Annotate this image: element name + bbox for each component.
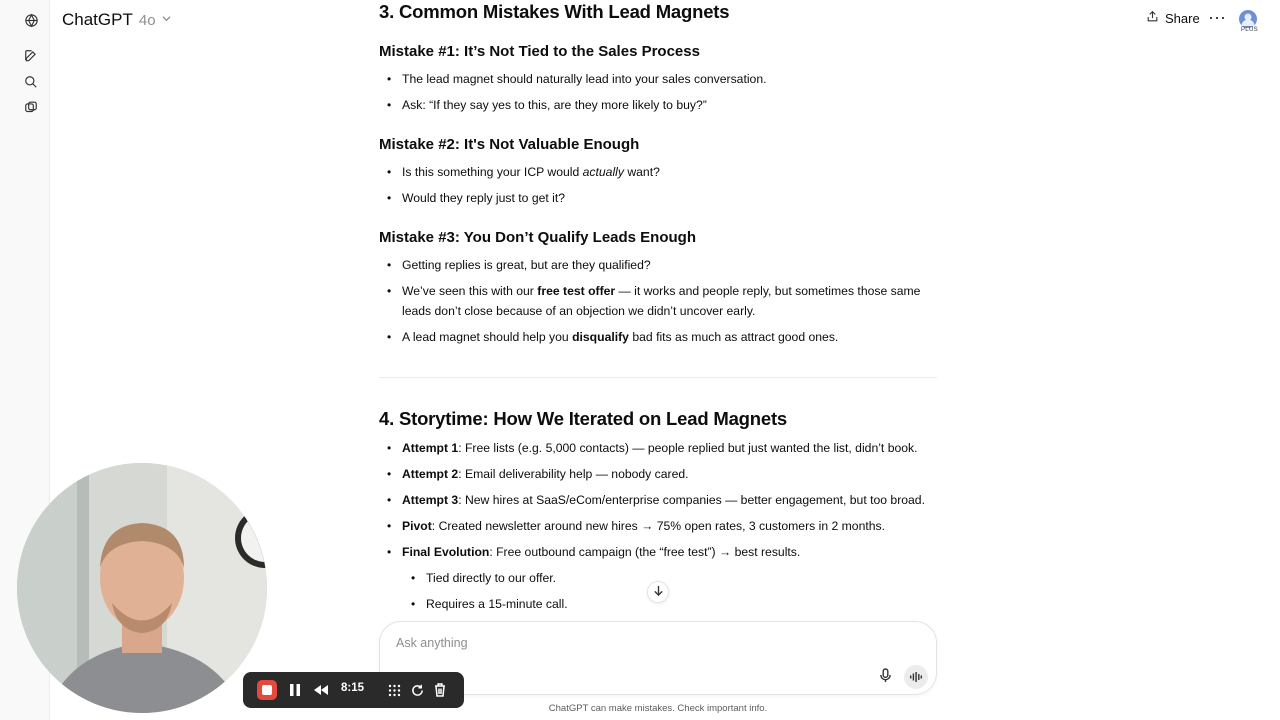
list-item: • Ask: “If they say yes to this, are they more likely to buy?” — [402, 95, 942, 115]
subsection-heading: Mistake #1: It’s Not Tied to the Sales Process — [379, 43, 700, 60]
sub-list-item: • Requires a 15-minute call. — [426, 594, 926, 614]
list-item: • Attempt 2: Email deliverability help — nobody cared. — [402, 464, 942, 484]
chevron-down-icon — [162, 14, 171, 26]
subsection-heading: Mistake #3: You Don’t Qualify Leads Enough — [379, 229, 696, 246]
disclaimer-text: ChatGPT can make mistakes. Check important info. — [548, 703, 768, 714]
openai-logo-icon[interactable] — [22, 11, 40, 29]
share-icon — [1146, 10, 1159, 26]
avatar[interactable] — [1239, 10, 1257, 28]
list-item: • Final Evolution: Free outbound campaign (the “free test”) → best results. — [402, 542, 942, 562]
subsection-heading: Mistake #2: It's Not Valuable Enough — [379, 136, 640, 153]
share-label: Share — [1165, 10, 1200, 26]
app-name: ChatGPT — [62, 10, 133, 29]
search-icon[interactable] — [22, 73, 40, 91]
recording-time: 8:15 — [341, 682, 365, 694]
library-icon[interactable] — [22, 99, 40, 117]
prompt-input[interactable]: Ask anything — [396, 636, 468, 650]
list-item: • A lead magnet should help you disqualify bad fits as much as attract good ones. — [402, 327, 942, 347]
divider — [379, 377, 937, 378]
more-icon[interactable]: ⋯ — [1208, 8, 1227, 28]
list-item: • Is this something your ICP would actually want? — [402, 162, 942, 182]
new-chat-icon[interactable] — [22, 47, 40, 65]
scroll-down-button[interactable] — [647, 581, 669, 603]
list-item: • Getting replies is great, but are they qualified? — [402, 255, 942, 275]
list-item: • Would they reply just to get it? — [402, 188, 942, 208]
list-item: • We’ve seen this with our free test offer — it works and people reply, but sometimes those same leads don’t close because of an objection we didn’t uncover early. — [402, 281, 942, 321]
list-item: • The lead magnet should naturally lead into your sales conversation. — [402, 69, 942, 89]
microphone-icon[interactable] — [879, 668, 893, 684]
model-selector[interactable] — [62, 10, 171, 30]
section-heading: 3. Common Mistakes With Lead Magnets — [379, 1, 730, 22]
arrow-down-icon — [653, 585, 664, 599]
list-item: • Pivot: Created newsletter around new hires → 75% open rates, 3 customers in 2 months. — [402, 516, 942, 536]
list-item: • Attempt 3: New hires at SaaS/eCom/enterprise companies — better engagement, but too broad. — [402, 490, 942, 510]
pause-icon[interactable] — [288, 681, 302, 699]
model-version: 4o — [138, 11, 156, 29]
list-item: • Attempt 1: Free lists (e.g. 5,000 contacts) — people replied but just wanted the list, didn’t book. — [402, 438, 942, 458]
sub-list-item: • Tied directly to our offer. — [426, 568, 926, 588]
recorder-toolbar — [243, 672, 464, 708]
grid-icon[interactable] — [386, 681, 402, 699]
voice-mode-icon[interactable] — [904, 665, 928, 689]
rewind-icon[interactable] — [313, 681, 329, 699]
plan-badge: PLUS — [1241, 27, 1258, 33]
trash-icon[interactable] — [432, 681, 448, 699]
share-button[interactable] — [1146, 10, 1200, 26]
section-heading: 4. Storytime: How We Iterated on Lead Magnets — [379, 408, 788, 429]
webcam-overlay — [17, 463, 267, 713]
restart-icon[interactable] — [409, 681, 425, 699]
stop-record-icon[interactable] — [257, 680, 277, 700]
